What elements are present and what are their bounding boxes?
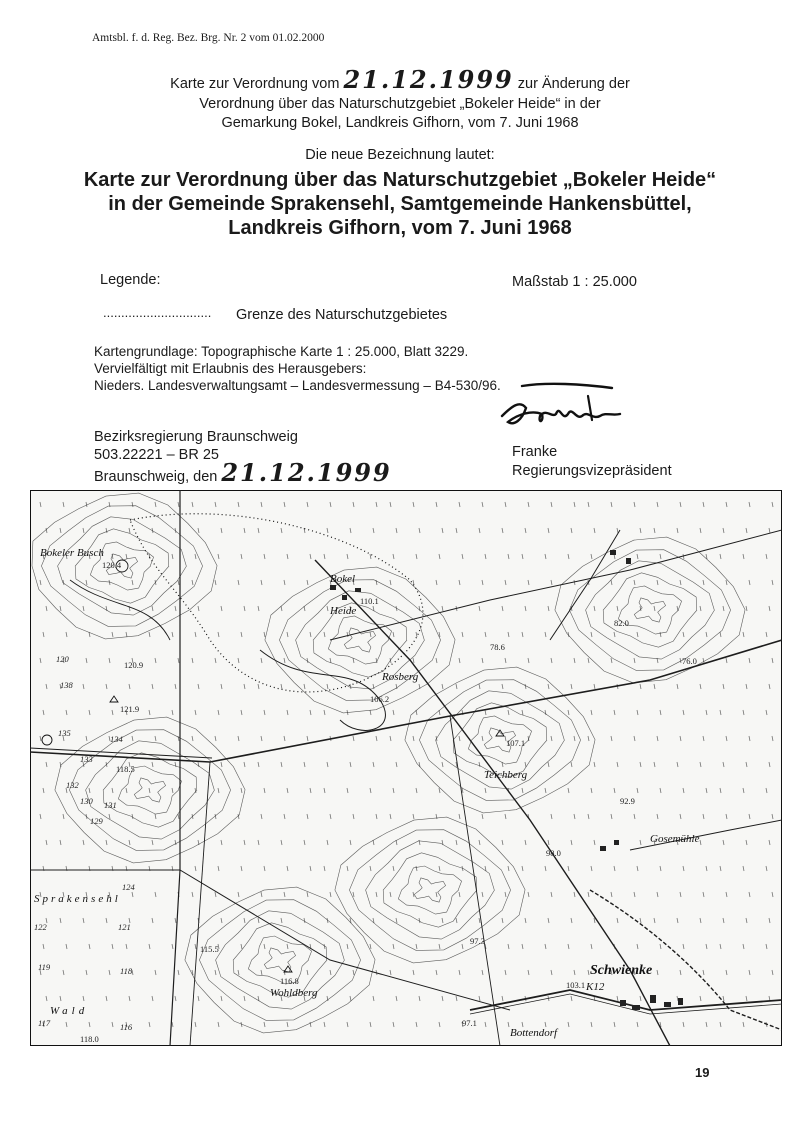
signature-graphic xyxy=(492,376,642,436)
place-date xyxy=(94,458,392,487)
boundary-symbol: .............................. xyxy=(103,305,212,320)
building xyxy=(342,595,347,600)
label-heide: Heide xyxy=(330,605,357,617)
new-title-line-2: in der Gemeinde Sprakensehl, Samtgemeinde Hankensbüttel, xyxy=(108,193,692,215)
spot-height: 76.0 xyxy=(682,656,697,666)
block-number: 134 xyxy=(110,734,123,744)
basis-line-2: Vervielfältigt mit Erlaubnis des Herausgebers: xyxy=(94,361,367,376)
authority-name: Bezirksregierung Braunschweig xyxy=(94,429,298,445)
label-wald: Wald xyxy=(50,1005,89,1017)
label-bokel: Bokel xyxy=(330,573,356,585)
block-number: 132 xyxy=(66,780,79,790)
legend-label: Legende: xyxy=(100,272,161,288)
page-number: 19 xyxy=(695,1065,710,1080)
block-number: 120 xyxy=(56,654,69,664)
spot-height: 115.5 xyxy=(200,944,219,954)
building xyxy=(600,846,606,851)
new-title-line-1: Karte zur Verordnung über das Naturschutzgebiet „Bokeler Heide“ xyxy=(83,169,717,191)
label-sprakensehl: Sprakensehl xyxy=(34,893,121,905)
map-frame xyxy=(30,490,782,1046)
block-number: 133 xyxy=(80,754,93,764)
spot-height: 82.0 xyxy=(614,618,629,628)
spot-height: 97.1 xyxy=(462,1018,477,1028)
spot-height: 118.0 xyxy=(80,1034,99,1044)
label-wohldberg: Wohldberg xyxy=(270,987,318,999)
signatory-title: Regierungsvizepräsident xyxy=(512,463,672,479)
block-number: 122 xyxy=(34,922,47,932)
boundary-text: Grenze des Naturschutzgebietes xyxy=(236,307,448,323)
spot-height: 98.0 xyxy=(546,848,561,858)
spot-height: 92.9 xyxy=(620,796,635,806)
building xyxy=(678,998,683,1005)
block-number: 131 xyxy=(104,800,117,810)
scale-label: Maßstab 1 : 25.000 xyxy=(512,274,637,290)
block-number: 124 xyxy=(122,882,135,892)
spot-height: 120.9 xyxy=(124,660,144,670)
spot-height: 110.1 xyxy=(360,596,379,606)
block-number: 116 xyxy=(120,1022,133,1032)
label-schwienke: Schwienke xyxy=(590,963,653,978)
intro-suffix: zur Änderung der xyxy=(517,76,630,92)
block-number: 118 xyxy=(120,966,133,976)
map-drawing xyxy=(30,490,782,1046)
place-date-prefix: Braunschweig, den xyxy=(94,469,218,485)
block-number: 117 xyxy=(38,1018,51,1028)
label-bottendorf: Bottendorf xyxy=(510,1027,558,1039)
spot-height: 121.9 xyxy=(120,704,140,714)
building xyxy=(620,1000,626,1006)
topographic-map xyxy=(30,490,782,1046)
intro-line-3: Gemarkung Bokel, Landkreis Gifhorn, vom 7. Juni 1968 xyxy=(221,115,579,131)
label-rosberg: Rosberg xyxy=(382,671,419,683)
spot-height: 118.5 xyxy=(116,764,135,774)
file-number: 503.22221 – BR 25 xyxy=(94,447,219,463)
new-title-line-3: Landkreis Gifhorn, vom 7. Juni 1968 xyxy=(228,217,572,239)
spot-height: 116.8 xyxy=(280,976,299,986)
block-number: 119 xyxy=(38,962,51,972)
intro-line-1 xyxy=(0,65,800,94)
building xyxy=(632,1005,640,1010)
signature-mark xyxy=(492,376,642,436)
label-gosemuehle: Gosemühle xyxy=(650,833,700,845)
spot-height: 106.2 xyxy=(370,694,390,704)
block-number: 130 xyxy=(80,796,93,806)
building xyxy=(626,558,631,564)
block-number: 121 xyxy=(118,922,131,932)
handwritten-date-1: 21.12.1999 xyxy=(343,65,514,94)
building xyxy=(330,585,336,590)
intro-prefix: Karte zur Verordnung vom xyxy=(170,76,340,92)
basis-line-1: Kartengrundlage: Topographische Karte 1 : 25.000, Blatt 3229. xyxy=(94,344,469,359)
signatory-name: Franke xyxy=(512,444,558,460)
handwritten-date-2: 21.12.1999 xyxy=(221,458,392,487)
building xyxy=(614,840,619,845)
spot-height: 97.3 xyxy=(470,936,485,946)
spot-height: 103.1 xyxy=(566,980,586,990)
spot-height: 107.1 xyxy=(506,738,526,748)
intro-line-2: Verordnung über das Naturschutzgebiet „Bokeler Heide“ in der xyxy=(199,96,601,112)
building xyxy=(650,995,656,1003)
label-teichberg: Teichberg xyxy=(484,769,528,781)
block-number: 138 xyxy=(60,680,73,690)
new-title-lead: Die neue Bezeichnung lautet: xyxy=(305,147,495,163)
label-bokeler-busch: Bokeler Busch xyxy=(40,547,104,559)
spot-height: 120.4 xyxy=(102,560,122,570)
label-k12: K12 xyxy=(586,981,605,993)
building xyxy=(664,1002,671,1007)
block-number: 135 xyxy=(58,728,71,738)
block-number: 129 xyxy=(90,816,103,826)
spot-height: 78.6 xyxy=(490,642,505,652)
basis-line-3: Nieders. Landesverwaltungsamt – Landesvermessung – B4-530/96. xyxy=(94,378,501,393)
gazette-reference: Amtsbl. f. d. Reg. Bez. Brg. Nr. 2 vom 01.02.2000 xyxy=(92,32,325,44)
building xyxy=(355,588,361,592)
building xyxy=(610,550,616,555)
